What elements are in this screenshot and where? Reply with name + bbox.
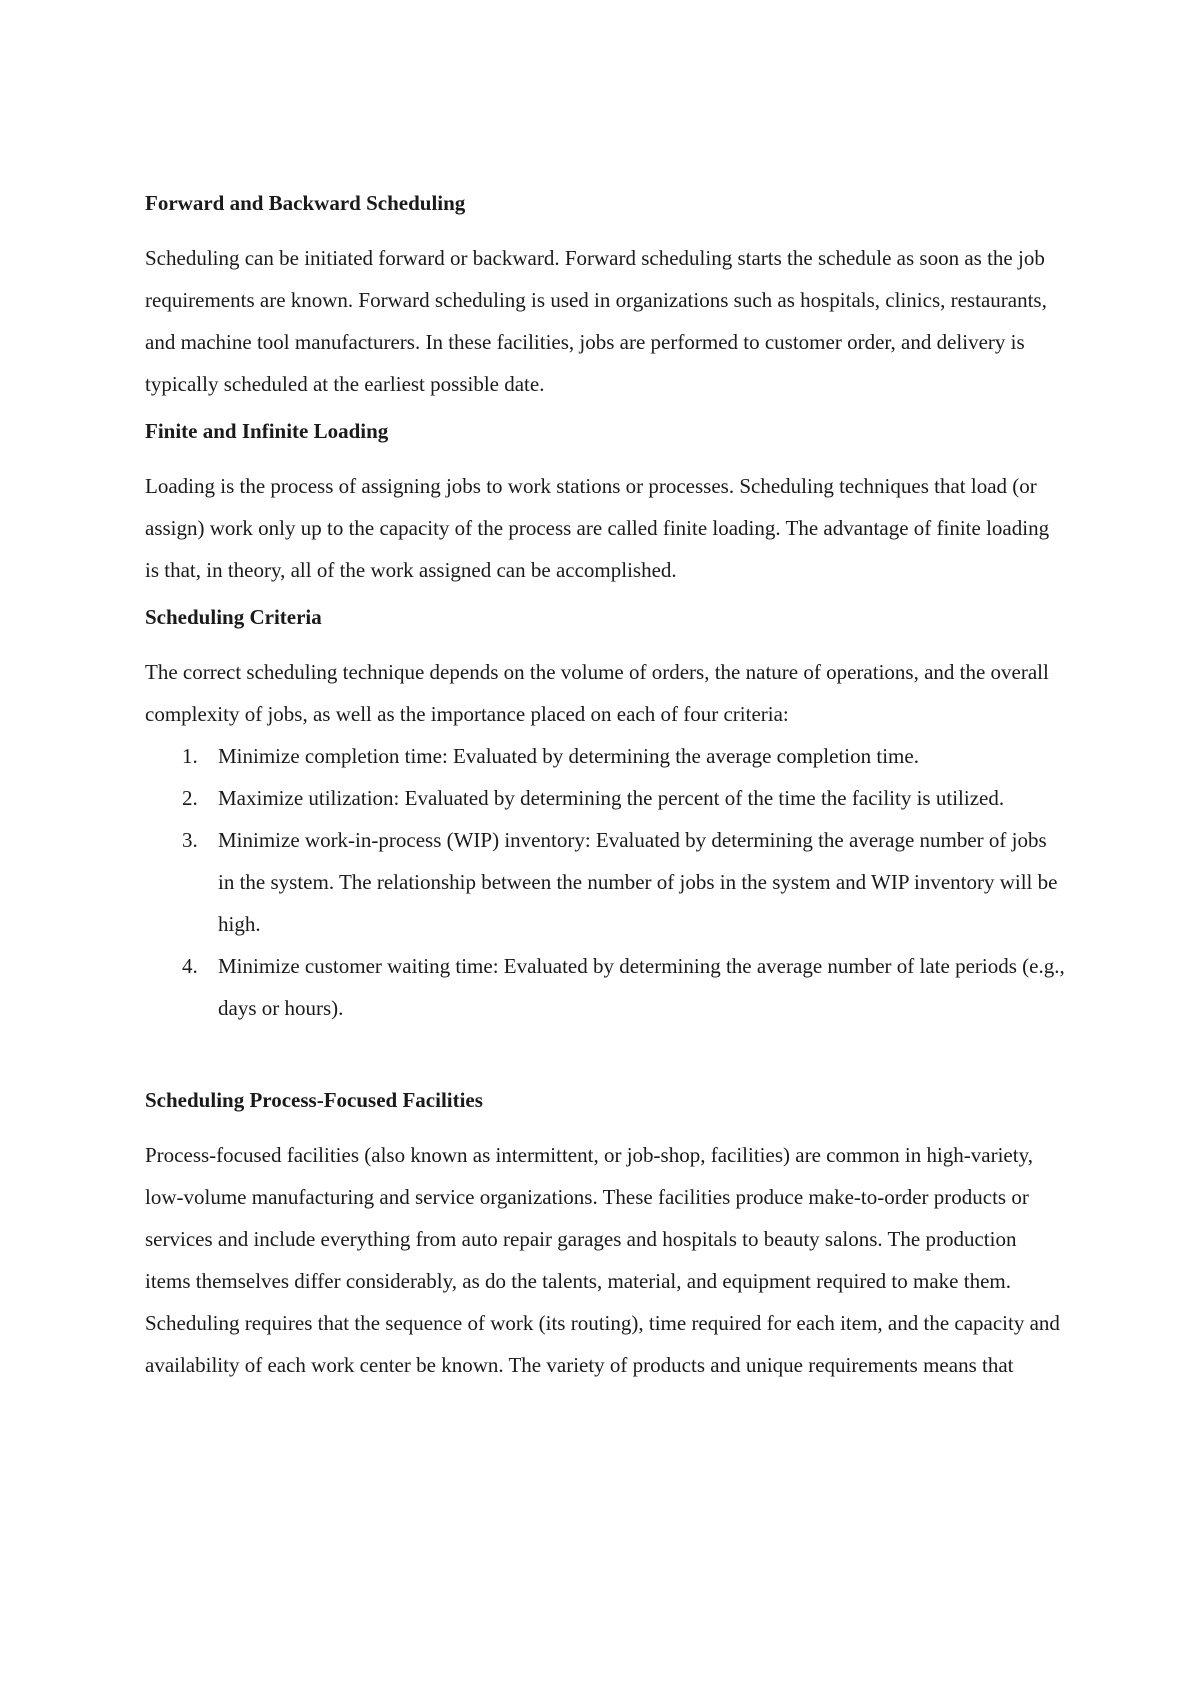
- criteria-list-item: [145, 819, 1065, 945]
- section-heading-forward-backward-scheduling: Forward and Backward Scheduling: [145, 191, 466, 215]
- blank-line-spacer: [145, 1029, 1065, 1085]
- list-item-number: 1.: [182, 744, 198, 768]
- list-item-text: Minimize customer waiting time: Evaluated by determining the average number of late periods (e.g., days or hours).: [218, 954, 1065, 1020]
- paragraph-process-focused-facilities: Process-focused facilities (also known as intermittent, or job-shop, facilities) are common in high-variety, low-volume manufacturing and service organizations. These facilities produce make-to-order products or services and include everything from auto repair garages and hospitals to beauty salons. The production items themselves differ considerably, as do the talents, material, and equipment required to make them. Scheduling requires that the sequence of work (its routing), time required for each item, and the capacity and availability of each work center be known. The variety of products and unique requirements means that: [145, 1143, 1060, 1377]
- criteria-list: [145, 735, 1065, 1029]
- section-heading-finite-infinite-loading: Finite and Infinite Loading: [145, 419, 389, 443]
- criteria-list-item: [145, 945, 1065, 1029]
- list-item-text: Minimize work-in-process (WIP) inventory: Evaluated by determining the average number of jobs in the system. The relationship between the number of jobs in the system and WIP inventory will be high.: [218, 828, 1058, 936]
- list-item-number: 2.: [182, 786, 198, 810]
- section-heading-scheduling-criteria: Scheduling Criteria: [145, 605, 322, 629]
- document-page: [145, 188, 1065, 1397]
- paragraph-scheduling-criteria: The correct scheduling technique depends on the volume of orders, the nature of operations, and the overall complexity of jobs, as well as the importance placed on each of four criteria:: [145, 660, 1049, 726]
- list-item-text: Minimize completion time: Evaluated by determining the average completion time.: [218, 744, 919, 768]
- criteria-list-item: [145, 777, 1065, 819]
- criteria-list-item: [145, 735, 1065, 777]
- list-item-number: 3.: [182, 828, 198, 852]
- section-heading-process-focused-facilities: Scheduling Process-Focused Facilities: [145, 1088, 483, 1112]
- list-item-number: 4.: [182, 954, 198, 978]
- paragraph-loading: Loading is the process of assigning jobs to work stations or processes. Scheduling techniques that load (or assign) work only up to the capacity of the process are called finite loading. The advantage of finite loading is that, in theory, all of the work assigned can be accomplished.: [145, 474, 1050, 582]
- paragraph-forward-scheduling: Scheduling can be initiated forward or backward. Forward scheduling starts the schedule as soon as the job requirements are known. Forward scheduling is used in organizations such as hospitals, clinics, restaurants, and machine tool manufacturers. In these facilities, jobs are performed to customer order, and delivery is typically scheduled at the earliest possible date.: [145, 246, 1047, 396]
- list-item-text: Maximize utilization: Evaluated by determining the percent of the time the facility is utilized.: [218, 786, 1005, 810]
